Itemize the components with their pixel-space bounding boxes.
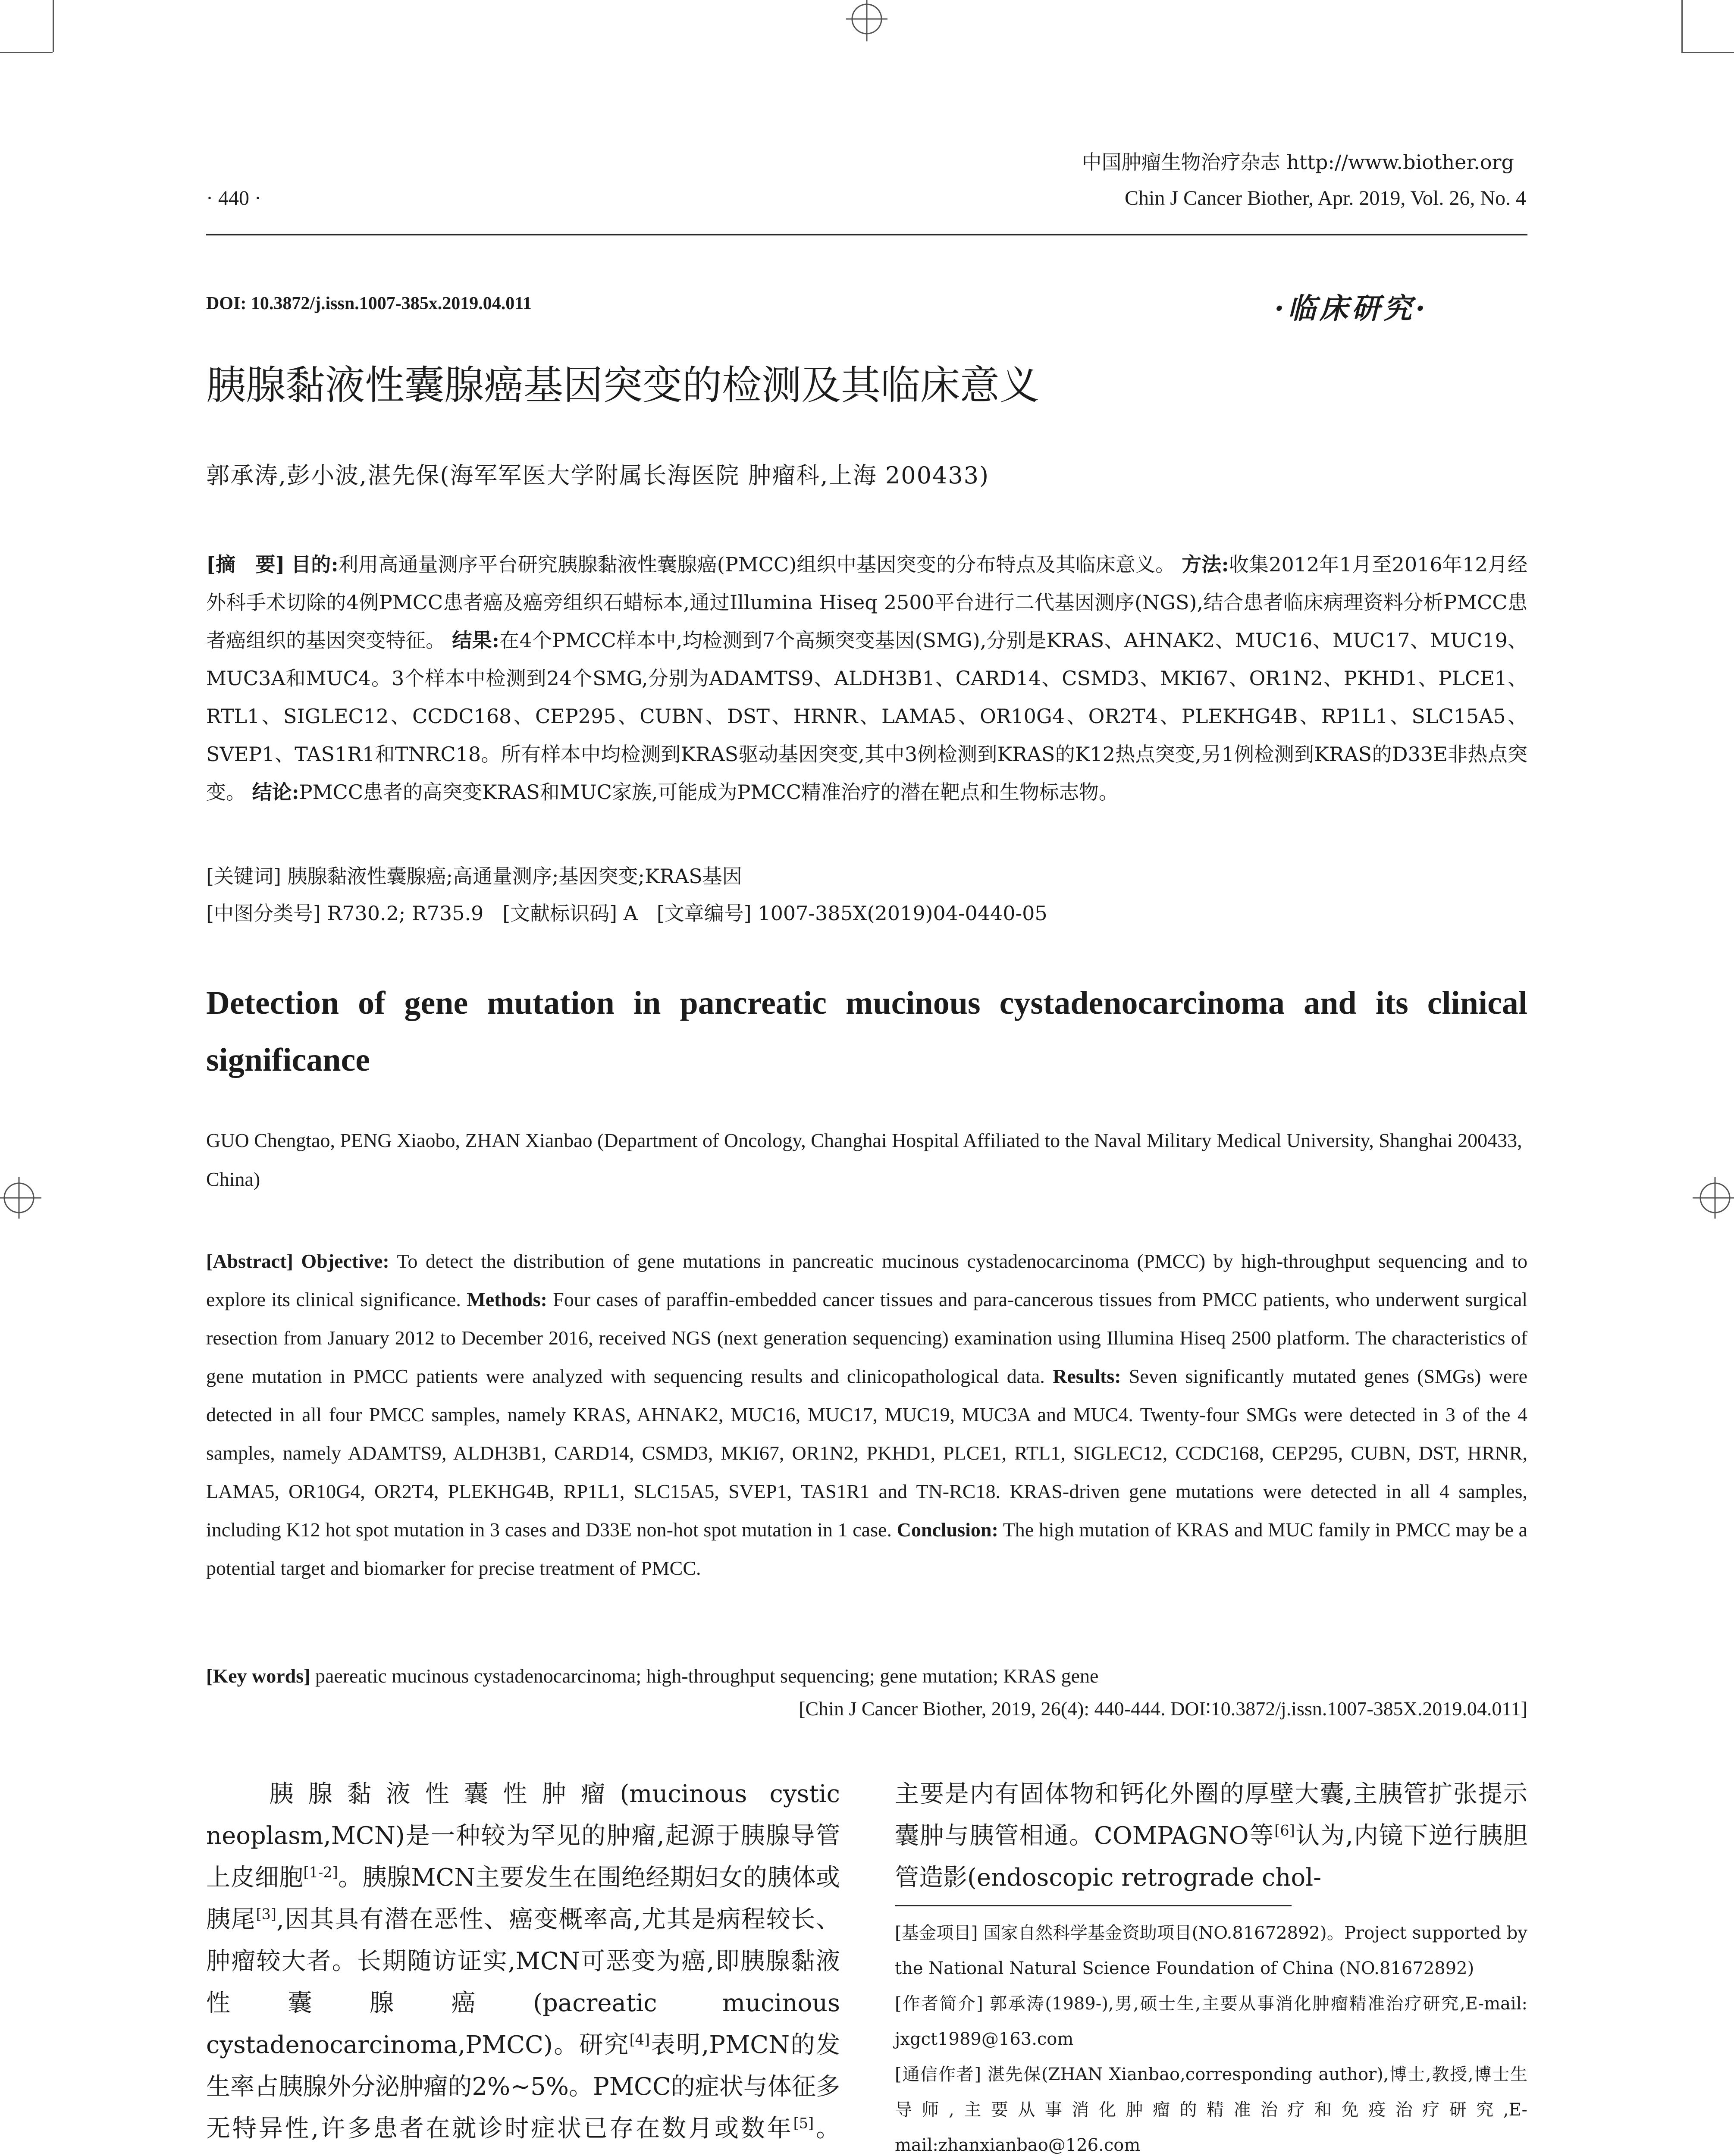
results-label-en: Results: [1053,1365,1121,1387]
footnote-label: [基金项目] [895,1923,978,1943]
journal-name-cn: 中国肿瘤生物治疗杂志 http://www.biother.org [1082,150,1514,174]
footnote-fund [895,1915,1527,1986]
objective-label: 目的: [291,553,339,576]
body-text: 认为,内镜下逆行胰胆管造影(endoscopic retrograde chol- [895,1822,1527,1892]
articleno-label: [文章编号] [656,902,752,925]
keywords-text-en: paereatic mucinous cystadenocarcinoma; high-throughput sequencing; gene mutation; KRAS gene [315,1665,1099,1687]
footnote-rule [895,1905,1292,1906]
section-tag: ·临床研究· [1274,291,1429,325]
abstract-label-en: [Abstract] [206,1250,293,1272]
conclusion-text-en: The high mutation of KRAS and MUC family in PMCC may be a potential target and biomarker for precise treatment of PMCC. [206,1519,1528,1579]
body-text: 胰腺黏液性囊性肿瘤(mucinous cystic neoplasm,MCN)是一种较为罕见的肿瘤,起源于胰腺导管上皮细胞 [206,1780,840,1892]
authors-cn: 郭承涛,彭小波,湛先保(海军军医大学附属长海医院 肿瘤科,上海 200433) [206,462,990,489]
title-en: Detection of gene mutation in pancreatic mucinous cystadenocarcinoma and its clinical significance [206,985,1527,1078]
methods-text: 收集2012年1月至2016年12月经外科手术切除的4例PMCC患者癌及癌旁组织石蜡标本,通过Illumina Hiseq 2500平台进行二代基因测序(NGS),结合患者临床病理资料分析PMCC患者癌组织的基因突变特征。 [206,553,1528,652]
methods-label: 方法: [1182,553,1229,576]
conclusion-label-en: Conclusion: [897,1519,998,1541]
reference-mark: [3] [256,1905,277,1923]
results-text-en: Seven significantly mutated genes (SMGs) were detected in all four PMCC samples, namely KRAS, AHNAK2, MUC16, MUC17, MUC19, MUC3A and MUC4. Twenty-four SMGs were detected in 3 of the 4 samples, namely ADAMTS9, ALDH3B1, CARD14, CSMD3, MKI67, OR1N2, PKHD1, PLCE1, RTL1, SIGLEC12, CCDC168, CEP295, CUBN, DST, HRNR, LAMA5, OR10G4, OR2T4, PLEKHG4B, RP1L1, SLC15A5, SVEP1, TAS1R1 and TN-RC18. KRAS-driven gene mutations were detected in all 4 samples, including K12 hot spot mutation in 3 cases and D33E non-hot spot mutation in 1 case. [206,1365,1528,1541]
journal-issue-en: Chin J Cancer Biother, Apr. 2019, Vol. 26, No. 4 [1125,187,1526,210]
page-number: · 440 · [206,187,261,210]
footnote-text: 湛先保(ZHAN Xianbao,corresponding author),博士,教授,博士生导师,主要从事消化肿瘤的精准治疗和免疫治疗研究,E-mail:zhanxianbao@126.com [895,2065,1528,2155]
doccode-label: [文献标识码] [502,902,618,925]
keywords-text: 胰腺黏液性囊腺癌;高通量测序;基因突变;KRAS基因 [287,865,742,888]
abstract-en [206,1242,1527,1587]
keywords-en [206,1658,1527,1694]
footnote-text: 郭承涛(1989-),男,硕士生,主要从事消化肿瘤精准治疗研究,E-mail: jxgct1989@163.com [895,1994,1527,2049]
header-rule [206,234,1527,235]
results-label: 结果: [452,629,499,652]
reference-mark: [1-2] [303,1864,338,1881]
footnote-text: 国家自然科学基金资助项目(NO.81672892)。Project supported by the National Natural Science Foundation of China (NO.81672892) [895,1923,1527,1978]
doccode-value: A [623,902,638,925]
objective-label-en: Objective: [301,1250,389,1272]
footnote-author [895,1986,1527,2057]
footnote-correspondence [895,2057,1527,2156]
cls-value: R730.2; R735.9 [327,902,484,925]
crop-mark [53,0,54,52]
abstract-cn [206,545,1527,811]
objective-text-en: To detect the distribution of gene mutations in pancreatic mucinous cystadenocarcinoma (PMCC) by high-throughput sequencing and to explore its clinical significance. [206,1250,1527,1310]
body-text: ,因其具有潜在恶性、癌变概率高,尤其是病程较长、肿瘤较大者。长期随访证实,MCN可恶变为癌,即胰腺黏液性囊腺癌(pacreatic mucinous cystadenocarcinoma,PMCC)。研究 [206,1905,840,2059]
body-column-right [895,1773,1527,1899]
conclusion-label: 结论: [252,780,299,804]
footnote-label: [作者简介] [895,1994,983,2014]
crop-mark [1681,52,1734,53]
registration-mark-icon [846,0,887,41]
registration-mark-icon [0,1177,41,1219]
reference-mark: [5] [793,2115,814,2132]
conclusion-text: PMCC患者的高突变KRAS和MUC家族,可能成为PMCC精准治疗的潜在靶点和生物标志物。 [299,780,1119,804]
body-text: 。胰腺MCN主要发生在围绝经期妇女的胰体或胰尾 [206,1864,840,1934]
reference-mark: [4] [629,2031,650,2048]
results-text: 在4个PMCC样本中,均检测到7个高频突变基因(SMG),分别是KRAS、AHNAK2、MUC16、MUC17、MUC19、MUC3A和MUC4。3个样本中检测到24个SMG,分别为ADAMTS9、ALDH3B1、CARD14、CSMD3、MKI67、OR1N2、PKHD1、PLCE1、RTL1、SIGLEC12、CCDC168、CEP295、CUBN、DST、HRNR、LAMA5、OR10G4、OR2T4、PLEKHG4B、RP1L1、SLC15A5、SVEP1、TAS1R1和TNRC18。所有样本中均检测到KRAS驱动基因突变,其中3例检测到KRAS的K12热点突变,另1例检测到KRAS的D33E非热点突变。 [206,629,1528,804]
title-cn: 胰腺黏液性囊腺癌基因突变的检测及其临床意义 [206,362,1040,408]
registration-mark-icon [1693,1177,1734,1219]
keywords-label: [关键词] [206,865,281,888]
footnotes [895,1915,1527,2156]
objective-text: 利用高通量测序平台研究胰腺黏液性囊腺癌(PMCC)组织中基因突变的分布特点及其临床意义。 [338,553,1176,576]
citation: [Chin J Cancer Biother, 2019, 26(4): 440-444. DOI∶10.3872/j.issn.1007-385X.2019.04.011] [799,1698,1527,1720]
keywords-label-en: [Key words] [206,1665,310,1687]
authors-en: GUO Chengtao, PENG Xiaobo, ZHAN Xianbao (Department of Oncology, Changhai Hospital Affiliated to the Naval Military Medical University, Shanghai 200433, China) [206,1129,1522,1190]
reference-mark: [6] [1274,1822,1295,1839]
abstract-label: [摘 要] [206,553,285,576]
methods-text-en: Four cases of paraffin-embedded cancer tissues and para-cancerous tissues from PMCC patients, who underwent surgical resection from January 2012 to December 2016, received NGS (next generation sequencing) examination using Illumina Hiseq 2500 platform. The characteristics of gene mutation in PMCC patients were analyzed with sequencing results and clinicopathological data. [206,1288,1528,1387]
body-text: 。 [814,2115,840,2143]
crop-mark [1681,0,1683,52]
crop-mark [0,52,53,53]
body-text: 主要是内有固体物和钙化外圈的厚壁大囊,主胰管扩张提示囊肿与胰管相通。COMPAGNO等 [895,1780,1527,1850]
body-column-left [206,1773,840,2156]
classification-line [206,895,1527,931]
body-text: 表明,PMCN的发生率占胰腺外分泌肿瘤的2%~5%。PMCC的症状与体征多无特异性,许多患者在就诊时症状已存在数月或数年 [206,2031,840,2143]
doi: DOI: 10.3872/j.issn.1007-385x.2019.04.011 [206,294,532,313]
methods-label-en: Methods: [467,1288,547,1310]
cls-label: [中图分类号] [206,902,321,925]
footnote-label: [通信作者] [895,2065,981,2084]
keywords-cn [206,858,1527,894]
articleno-value: 1007-385X(2019)04-0440-05 [758,902,1047,925]
